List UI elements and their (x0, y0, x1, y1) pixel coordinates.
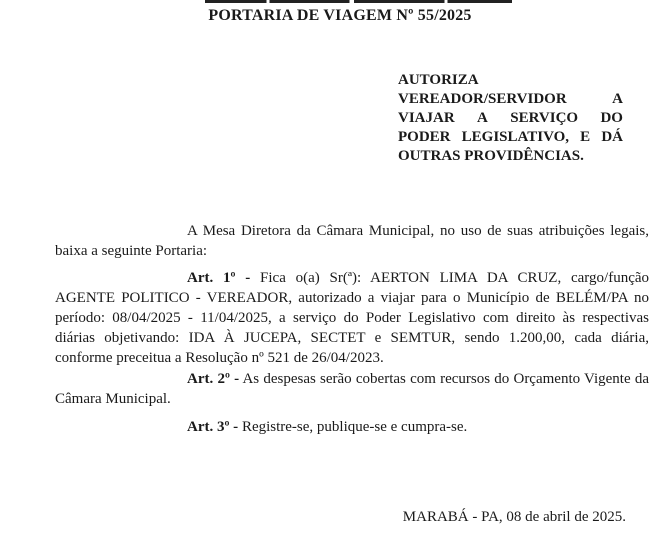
ordinance-summary-block (398, 71, 623, 166)
summary-line: VEREADOR/SERVIDOR A (398, 91, 623, 107)
summary-line: VIAJAR A SERVIÇO DO (398, 110, 623, 126)
article-1-text: Fica o(a) Sr(ª): AERTON LIMA DA CRUZ, cargo/função AGENTE POLITICO - VEREADOR, autorizado a viajar para o Município de BELÉM/PA no período: 08/04/2025 - 11/04/2025, a serviço do Poder Legislativo com direito às respectivas diárias objetivando: IDA À JUCEPA, SECTET e SEMTUR, sendo 1.200,00, cada diária, conforme preceitua a Resolução nº 521 de 26/04/2023. (55, 270, 650, 366)
cropped-header-text-fragment (205, 0, 512, 3)
summary-line: PODER LEGISLATIVO, E DÁ (398, 129, 623, 145)
article-3-text: Registre-se, publique-se e cumpra-se. (238, 419, 468, 435)
article-2-paragraph (55, 369, 649, 409)
preamble-text: A Mesa Diretora da Câmara Municipal, no uso de suas atribuições legais, baixa a seguinte Portaria: (55, 223, 649, 259)
place-and-date-line: MARABÁ - PA, 08 de abril de 2025. (402, 509, 626, 525)
article-1-label: Art. 1º - (187, 270, 251, 286)
article-3-label: Art. 3º - (187, 419, 239, 435)
document-title: PORTARIA DE VIAGEM Nº 55/2025 (208, 7, 472, 24)
preamble-paragraph (55, 221, 649, 261)
summary-line: OUTRAS PROVIDÊNCIAS. (398, 148, 584, 164)
article-2-text: As despesas serão cobertas com recursos do Orçamento Vigente da Câmara Municipal. (55, 371, 649, 407)
summary-line: AUTORIZA (398, 72, 479, 88)
article-2-label: Art. 2º - (187, 371, 240, 387)
article-3-paragraph (55, 417, 649, 437)
article-1-paragraph (55, 268, 649, 368)
